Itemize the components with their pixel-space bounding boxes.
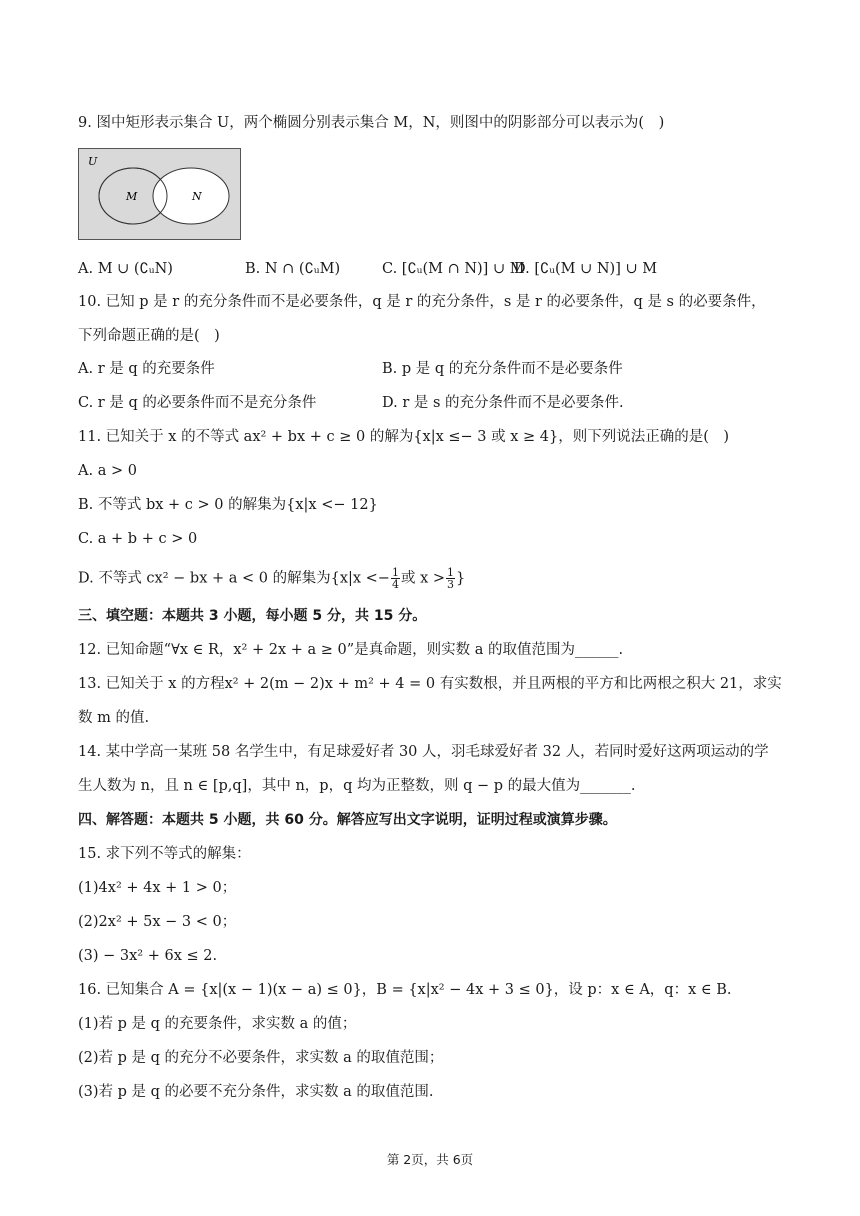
q14-line2: 生人数为 n，且 n ∈ [p,q]，其中 n，p，q 均为正整数，则 q − p 的最大值为_______.: [78, 778, 636, 794]
q11-option-a: A. a > 0: [78, 463, 137, 479]
q15-part1: (1)4x² + 4x + 1 > 0；: [78, 880, 237, 896]
q11-option-c: C. a + b + c > 0: [78, 531, 198, 547]
q16-stem: 16. 已知集合 A = {x|(x − 1)(x − a) ≤ 0}，B = {x|x² − 4x + 3 ≤ 0}，设 p：x ∈ A，q：x ∈ B.: [78, 982, 732, 998]
fraction-one-quarter: $\frac{1}{4}$: [391, 566, 399, 591]
venn-label-m: M: [126, 190, 138, 203]
q10-option-c: C. r 是 q 的必要条件而不是充分条件: [78, 395, 317, 411]
q11-stem: 11. 已知关于 x 的不等式 ax² + bx + c ≥ 0 的解为{x|x ≤− 3 或 x ≥ 4}，则下列说法正确的是( ): [78, 429, 730, 445]
ellipse-n: [153, 168, 229, 224]
q15-stem: 15. 求下列不等式的解集：: [78, 846, 251, 862]
venn-label-u: U: [88, 155, 98, 168]
page-footer: 第 2页，共 6页: [386, 1152, 474, 1167]
q11-option-d: D. 不等式 cx² − bx + a < 0 的解集为{x|x <− $\frac{1}{4}$ 或 x > $\frac{1}{3}$ }: [78, 566, 466, 591]
q9-option-a: A. M ∪ (∁ᵤN): [78, 261, 173, 277]
q15-part2: (2)2x² + 5x − 3 < 0；: [78, 914, 237, 930]
q9-option-b: B. N ∩ (∁ᵤM): [245, 261, 341, 277]
q10-option-a: A. r 是 q 的充要条件: [78, 361, 215, 377]
q14-line1: 14. 某中学高一某班 58 名学生中，有足球爱好者 30 人，羽毛球爱好者 32 人，若同时爱好这两项运动的学: [78, 744, 769, 760]
q13-line1: 13. 已知关于 x 的方程x² + 2(m − 2)x + m² + 4 = 0 有实数根，并且两根的平方和比两根之积大 21，求实: [78, 676, 782, 692]
q9-stem: 9. 图中矩形表示集合 U，两个椭圆分别表示集合 M，N，则图中的阴影部分可以表示为( ): [78, 115, 665, 131]
q9-option-d: D. [∁ᵤ(M ∪ N)] ∪ M: [514, 261, 658, 277]
venn-diagram: [78, 148, 241, 240]
q15-part3: (3) − 3x² + 6x ≤ 2.: [78, 948, 218, 964]
fraction-one-third: $\frac{1}{3}$: [447, 566, 455, 591]
q12-stem: 12. 已知命题“∀x ∈ R，x² + 2x + a ≥ 0”是真命题，则实数 a 的取值范围为______.: [78, 642, 624, 658]
q9-option-c: C. [∁ᵤ(M ∩ N)] ∪ M: [382, 261, 525, 277]
section-answer: 四、解答题：本题共 5 小题，共 60 分。解答应写出文字说明，证明过程或演算步骤。: [78, 812, 617, 828]
venn-label-n: N: [192, 190, 202, 203]
q13-line2: 数 m 的值.: [78, 710, 150, 726]
q11-option-b: B. 不等式 bx + c > 0 的解集为{x|x <− 12}: [78, 497, 378, 513]
q16-part1: (1)若 p 是 q 的充要条件，求实数 a 的值；: [78, 1016, 357, 1032]
section-fill-in-blank: 三、填空题：本题共 3 小题，每小题 5 分，共 15 分。: [78, 608, 427, 624]
q10-option-b: B. p 是 q 的充分条件而不是必要条件: [382, 361, 623, 377]
q16-part3: (3)若 p 是 q 的必要不充分条件，求实数 a 的取值范围.: [78, 1084, 434, 1100]
q16-part2: (2)若 p 是 q 的充分不必要条件，求实数 a 的取值范围；: [78, 1050, 444, 1066]
q10-line1: 10. 已知 p 是 r 的充分条件而不是必要条件，q 是 r 的充分条件，s 是 r 的必要条件，q 是 s 的必要条件，: [78, 294, 766, 310]
q10-option-d: D. r 是 s 的充分条件而不是必要条件.: [382, 395, 624, 411]
q10-line2: 下列命题正确的是( ): [78, 328, 220, 344]
